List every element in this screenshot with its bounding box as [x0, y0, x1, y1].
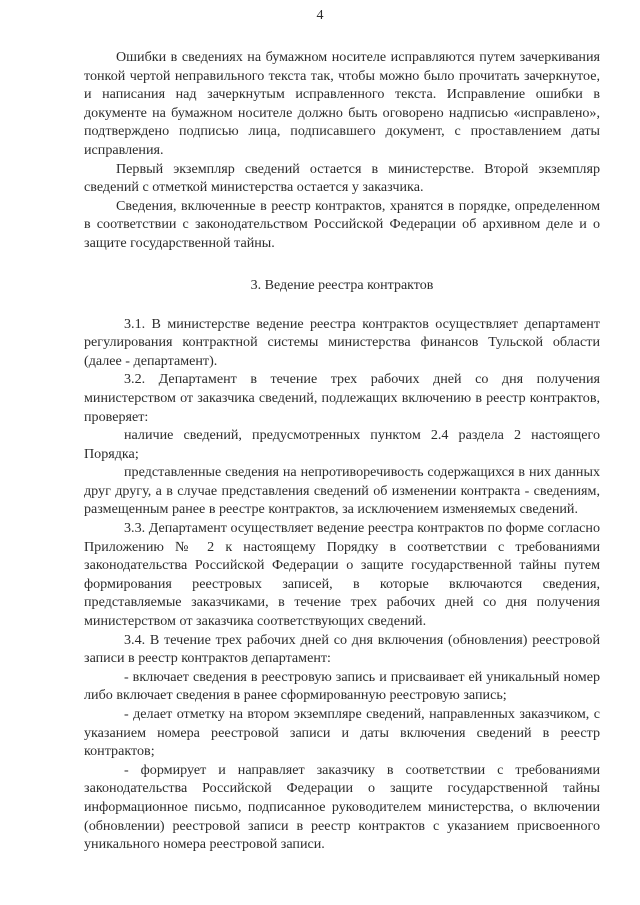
- clause-3-2-check-presence: наличие сведений, предусмотренных пунктом 2.4 раздела 2 настоящего Порядка;: [84, 427, 600, 462]
- paragraph-corrections: Ошибки в сведениях на бумажном носителе исправляются путем зачеркивания тонкой чертой неправильного текста так, чтобы можно было прочитать зачеркнутое, и написания над зачеркнутым исправленного текста. Исправление ошибки в документе на бумажном носителе должно быть оговорено надписью «исправлено», подтверждено подписью лица, подписавшего документ, с проставлением даты исправления.: [84, 49, 600, 158]
- page-number: 4: [316, 8, 324, 23]
- clause-3-4-notify: - формирует и направляет заказчику в соответствии с требованиями законодательства Российской Федерации о защите государственной тайны информационное письмо, подписанное руководителем министерства, о включении (обновлении) реестровой записи в реестр контрактов с указанием присвоенного уникального номера реестровой записи.: [84, 761, 600, 853]
- clause-3-4: 3.4. В течение трех рабочих дней со дня включения (обновления) реестровой записи в реестр контрактов департамент:: [84, 631, 600, 667]
- paragraph-copies: Первый экземпляр сведений остается в министерстве. Второй экземпляр сведений с отметкой министерства остается у заказчика.: [84, 160, 600, 196]
- document-body: [84, 48, 600, 854]
- section-heading: 3. Ведение реестра контрактов: [250, 277, 434, 293]
- clause-3-2: 3.2. Департамент в течение трех рабочих дней со дня получения министерством от заказчика сведений, подлежащих включению в реестр контрактов, проверяет:: [84, 371, 600, 425]
- paragraph-storage: Сведения, включенные в реестр контрактов, хранятся в порядке, определенном в соответствии с законодательством Российской Федерации об архивном деле и о защите государственной тайны.: [84, 197, 600, 251]
- clause-3-1: 3.1. В министерстве ведение реестра контрактов осуществляет департамент регулирования контрактной системы министерства финансов Тульской области (далее - департамент).: [84, 315, 600, 369]
- clause-3-4-include: - включает сведения в реестровую запись и присваивает ей уникальный номер либо включает сведения в ранее сформированную реестровую запись;: [84, 668, 600, 704]
- clause-3-3: 3.3. Департамент осуществляет ведение реестра контрактов по форме согласно Приложению № 2 к настоящему Порядку в соответствии с требованиями законодательства Российской Федерации о защите государственной тайны путем формирования реестровых записей, в которые включаются сведения, представляемые заказчиками, в течение трех рабочих дней со дня получения министерством от заказчика соответствующих сведений.: [84, 520, 600, 630]
- clause-3-4-mark: - делает отметку на втором экземпляре сведений, направленных заказчиком, с указанием номера реестровой записи и даты включения сведений в реестр контрактов;: [84, 706, 600, 760]
- clause-3-2-check-consistency: представленные сведения на непротиворечивость содержащихся в них данных друг другу, а в случае представления сведений об изменении контракта - сведениям, размещенным ранее в реестре контрактов, за исключением изменяемых сведений.: [84, 464, 600, 518]
